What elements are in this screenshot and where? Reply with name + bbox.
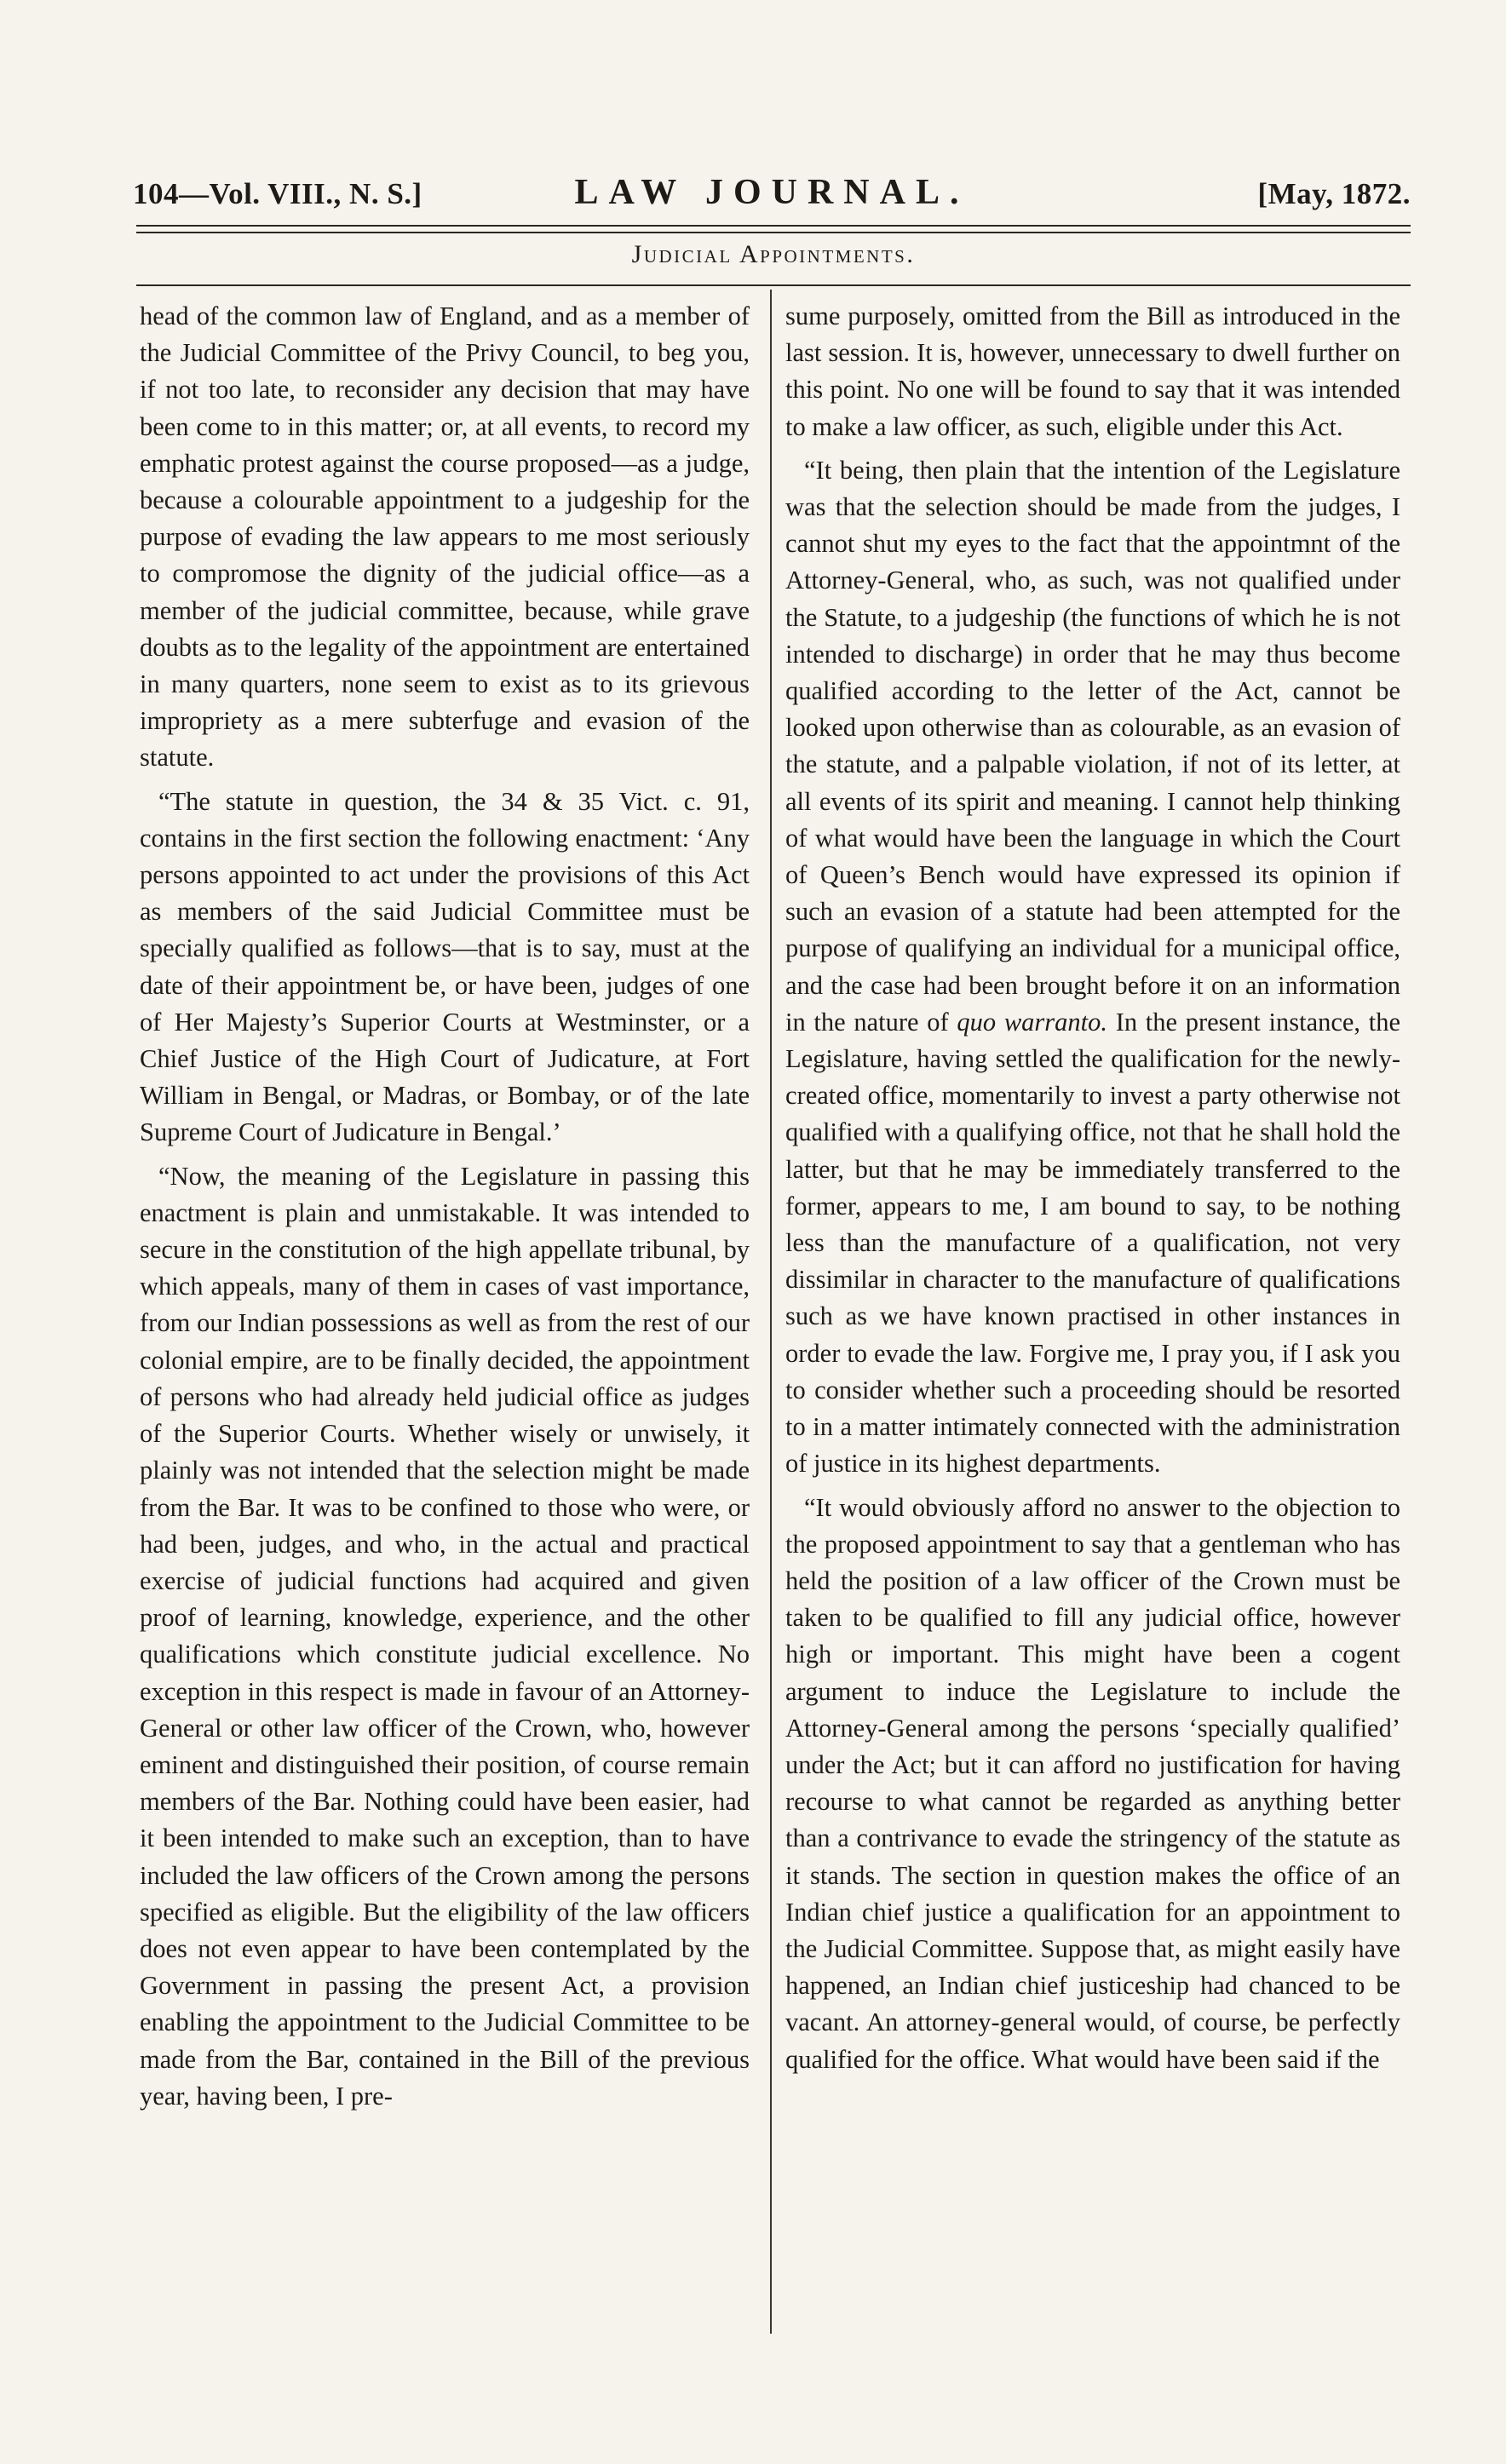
section-rule [136, 284, 1411, 286]
paragraph: sume purposely, omitted from the Bill as introduced in the last session. It is, however, unnecessary to dwell further on this point. No one will be found to say that it was intended to make a law officer, as such, eligible under this Act. [785, 302, 1400, 441]
column-divider [770, 290, 772, 2334]
volume-reference: 104—Vol. VIII., N. S.] [133, 177, 422, 210]
running-head [133, 172, 1411, 215]
paragraph-text: “It being, then plain that the intention of the Legislature was that the selection should be made from the judges, I cannot shut my eyes to the fact that the appointmnt of the Attorney-General, who, as such, was not qualified under the Statute, to a judgeship (the functions of which he is not intended to discharge) in order that he may thus become qualified according to the letter of the Act, cannot be looked upon otherwise than as colourable, as an evasion of the statute, and a palpable violation, if not of its letter, at all events of its spirit and meaning. I cannot help thinking of what would have been the language in which the Court of Queen’s Bench would have expressed its opinion if such an evasion of a statute had been attempted for the purpose of qualifying an individual for a municipal office, and the case had been brought before it on an information in the nature of [785, 455, 1400, 1037]
paragraph: head of the common law of England, and as a member of the Judicial Committee of the Privy Council, to beg you, if not too late, to reconsider any decision that may have been come to in this matter; or, at all events, to record my emphatic protest against the course proposed—as a judge, because a colourable appointment to a judgeship for the purpose of evading the law appears to me most seriously to compromose the dignity of the judicial office—as a member of the judicial committee, because, while grave doubts as to the legality of the appointment are entertained in many quarters, none seem to exist as to its grievous impropriety as a mere subterfuge and evasion of the statute. [140, 302, 750, 773]
paragraph: “The statute in question, the 34 & 35 Vict. c. 91, contains in the first section the following enactment: ‘Any persons appointed to act under the provisions of this Act as members of the said Judicial Committee must be specially qualified as follows—that is to say, must at the date of their appointment be, or have been, judges of one of Her Majesty’s Superior Courts at Westminster, or a Chief Justice of the High Court of Judicature, at Fort William in Bengal, or Madras, or Bombay, or of the late Supreme Court of Judicature in Bengal.’ [140, 786, 750, 1147]
paragraph [785, 452, 1400, 1483]
journal-title: LAW JOURNAL. [574, 173, 969, 212]
section-title: Judicial Appointments. [631, 240, 916, 268]
italic-phrase: quo warranto. [957, 1007, 1107, 1037]
issue-date: [May, 1872. [1257, 177, 1411, 210]
left-column [140, 298, 750, 2115]
paragraph-text: In the present instance, the Legislature, having settled the qualification for the newly-created office, momentarily to invest a party otherwise not qualified with a qualifying office, not that he shall hold the latter, but that he may be immediately transferred to the former, appears to me, I am bound to say, to be nothing less than the manufacture of a qualification, not very dissimilar in character to the manufacture of qualifications such as we have known practised in other instances in order to evade the law. Forgive me, I pray you, if I ask you to consider whether such a proceeding should be resorted to in a matter intimately connected with the administration of justice in its highest departments. [785, 1007, 1401, 1479]
right-column [785, 298, 1400, 2078]
header-double-rule [136, 225, 1411, 233]
paragraph: “It would obviously afford no answer to the objection to the proposed appointment to say that a gentleman who has held the position of a law officer of the Crown must be taken to be qualified to fill any judicial office, however high or important. This might have been a cogent argument to induce the Legislature to include the Attorney-General among the persons ‘specially qualified’ under the Act; but it can afford no justification for having recourse to what cannot be regarded as anything better than a contrivance to evade the stringency of the statute as it stands. The section in question makes the office of an Indian chief justice a qualification for an appointment to the Judicial Committee. Suppose that, as might easily have happened, an Indian chief justiceship had chanced to be vacant. An attorney-general would, of course, be perfectly qualified for the office. What would have been said if the [785, 1492, 1400, 2074]
paragraph: “Now, the meaning of the Legislature in passing this enactment is plain and unmistakable. It was intended to secure in the constitution of the high appellate tribunal, by which appeals, many of them in cases of vast importance, from our Indian possessions as well as from the rest of our colonial empire, are to be finally decided, the appointment of persons who had already held judicial office as judges of the Superior Courts. Whether wisely or unwisely, it plainly was not intended that the selection might be made from the Bar. It was to be confined to those who were, or had been, judges, and who, in the actual and practical exercise of judicial functions had acquired and given proof of learning, knowledge, experience, and the other qualifications which constitute judicial excellence. No exception in this respect is made in favour of an Attorney-General or other law officer of the Crown, who, however eminent and distinguished their position, of course remain members of the Bar. Nothing could have been easier, had it been intended to make such an exception, than to have included the law officers of the Crown among the persons specified as eligible. But the eligibility of the law officers does not even appear to have been contemplated by the Government in passing the present Act, a provision enabling the appointment to the Judicial Committee to be made from the Bar, contained in the Bill of the previous year, having been, I pre- [140, 1161, 750, 2111]
